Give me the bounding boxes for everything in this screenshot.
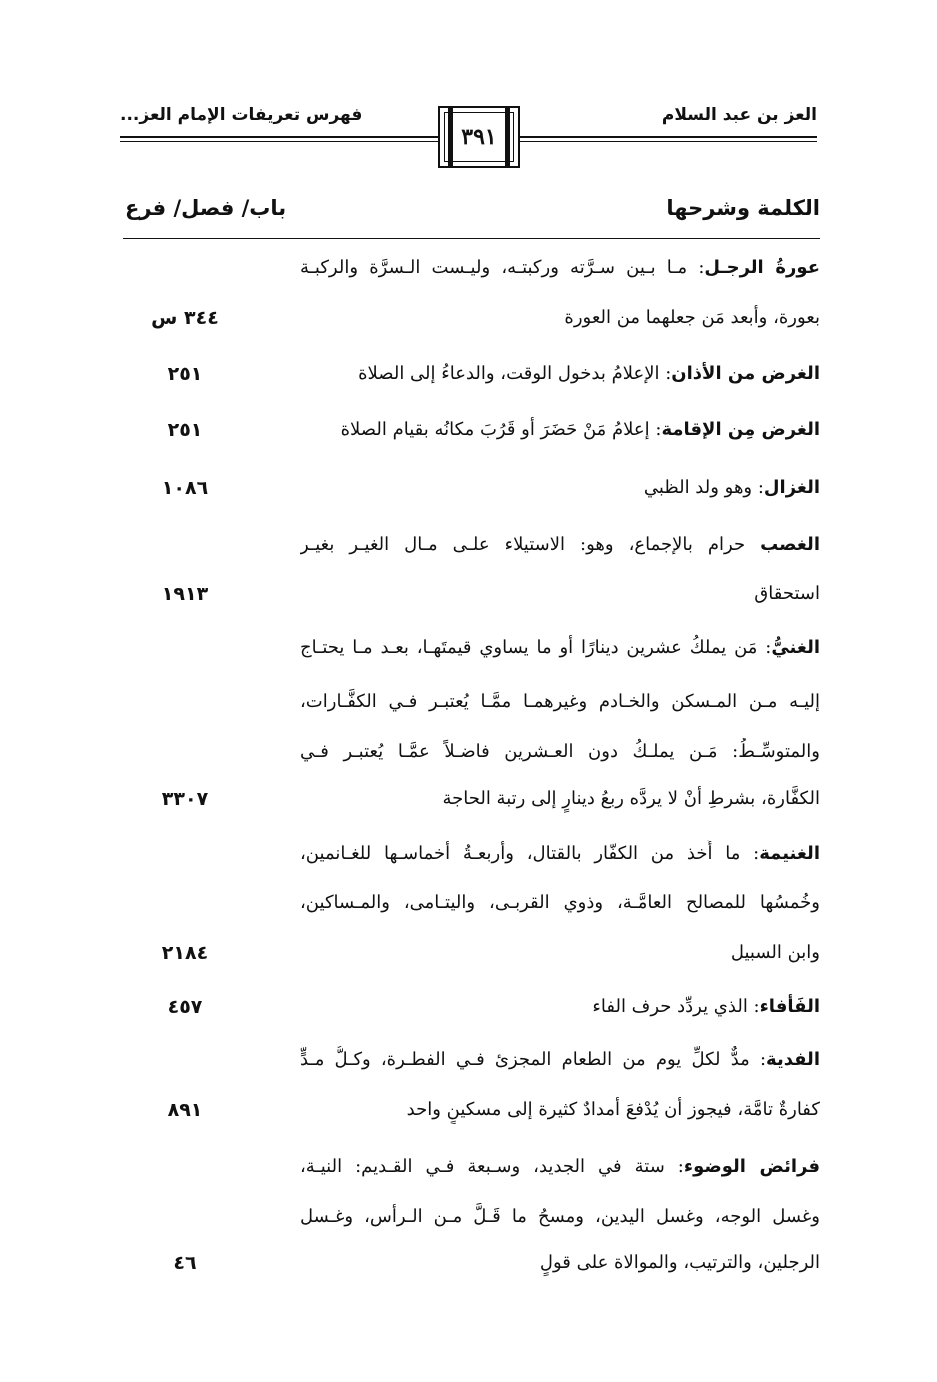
page-number-frame (438, 106, 520, 168)
entry-text: : مدٌّ لكلِّ يوم من الطعام المجزئ فـي الفطـرة، وكـلُّ مـدٍّ (300, 1049, 767, 1070)
entry-text: استحقاق (754, 583, 820, 604)
entry-text: بعورة، وأبعد مَن جعلهما من العورة (564, 307, 820, 328)
column-head-term: الكلمة وشرحها (666, 196, 820, 220)
entry-line (300, 889, 820, 917)
entry-term: الفدية (766, 1049, 820, 1070)
entry-line (300, 634, 820, 662)
entry-reference: ١٠٨٦ (161, 477, 209, 499)
entry-text: وغسل الوجه، وغسل اليدين، ومسحُ ما قَـلَّ مـن الـرأس، وغـسل (300, 1206, 820, 1227)
column-head-rule (123, 238, 820, 239)
entry-line (300, 1096, 820, 1124)
entry-reference: ٨٩١ (167, 1099, 203, 1121)
entry-line (300, 474, 820, 502)
entry-line (300, 1249, 820, 1277)
entry-term: الغزال (763, 477, 820, 498)
entry-text: : ستة في الجديد، وسـبعة فـي القـديم: النيـة، (300, 1156, 684, 1177)
entry-line (300, 785, 820, 813)
entry-text: : مَن يملكُ عشرين دينارًا أو ما يساوي قيمتَهـا، بعـد مـا يحتـاج (300, 637, 772, 658)
entry-reference: ٤٥٧ (167, 996, 203, 1018)
entry-reference: ٢٥١ (167, 419, 203, 441)
entry-line (300, 939, 820, 967)
section-title: فهرس تعريفات الإمام العز... (120, 105, 363, 125)
entry-line (300, 580, 820, 608)
entry-text: : مـا بـين سـرَّته وركبتـه، وليـست الـسرَّة والركبـة (300, 257, 705, 278)
entry-line (300, 993, 820, 1021)
entry-line (300, 1046, 820, 1074)
entry-text: وابن السبيل (730, 942, 820, 963)
entry-text: حرام بالإجماع، وهو: الاستيلاء علـى مـال الغيـر بغيـر (300, 534, 761, 555)
entry-line (300, 840, 820, 868)
entry-line (300, 416, 820, 444)
entry-text: والمتوسِّـطُ: مَـن يملـكُ دون العـشرين فاضـلاً عمَّـا يُعتبـر فـي (300, 741, 820, 762)
entry-line (300, 254, 820, 282)
book-title: العز بن عبد السلام (661, 105, 817, 125)
entry-reference: ١٩١٣ (161, 583, 209, 605)
entry-text: إليـه مـن المـسكن والخـادم وغيرهمـا ممَّـا يُعتبـر فـي الكفَّـارات، (300, 691, 820, 712)
entry-reference: ٢١٨٤ (161, 942, 209, 964)
entry-text: : الإعلامُ بدخول الوقت، والدعاءُ إلى الصلاة (358, 363, 672, 384)
entry-term: الغرض من الأذان (671, 363, 820, 384)
entry-term: الغرض مِن الإقامة (661, 419, 820, 440)
entry-text: : الذي يردِّد حرف الفاء (592, 996, 760, 1017)
entry-term: الغصب (760, 534, 820, 555)
entry-reference: ٤٦ (173, 1252, 197, 1274)
entry-line (300, 1203, 820, 1231)
entry-text: كفارةٌ تامَّة، فيجوز أن يُدْفعَ أمدادٌ كثيرة إلى مسكينٍ واحد (406, 1099, 820, 1120)
entry-reference: ٣٣٠٧ (161, 788, 209, 810)
entry-line (300, 688, 820, 716)
entry-term: الغنيُّ (771, 637, 820, 658)
entry-text: الكفَّارة، بشرطِ أنْ لا يردَّه ربعُ دينارٍ إلى رتبة الحاجة (442, 788, 820, 809)
column-head-reference: باب/ فصل/ فرع (125, 196, 287, 220)
entry-line (300, 360, 820, 388)
entry-term: فرائض الوضوء (683, 1156, 820, 1177)
entry-reference: ٢٥١ (167, 363, 203, 385)
entry-line (300, 738, 820, 766)
entry-term: الفَأْفاء (759, 996, 820, 1017)
entry-text: : ما أُخذ من الكفّار بالقتال، وأربعـةُ أخماسـها للغـانمين، (300, 843, 760, 864)
entry-text: الرجلين، والترتيب، والموالاة على قولٍ (539, 1252, 820, 1273)
entry-term: الغنيمة (759, 843, 820, 864)
entry-term: عورةُ الرجـل (704, 257, 820, 278)
page-number: ٣٩١ (461, 124, 497, 150)
entry-reference: ٣٤٤ س (151, 307, 219, 329)
entry-text: وخُمسُها للمصالح العامَّـة، وذوي القربـى، واليتـامى، والمـساكين، (300, 892, 820, 913)
entry-text: : إعلامُ مَنْ حَضَرَ أو قَرُبَ مكانُه بقيام الصلاة (340, 419, 662, 440)
entry-line (300, 304, 820, 332)
entry-text: : وهو ولد الظبي (643, 477, 764, 498)
entry-line (300, 531, 820, 559)
entry-line (300, 1153, 820, 1181)
